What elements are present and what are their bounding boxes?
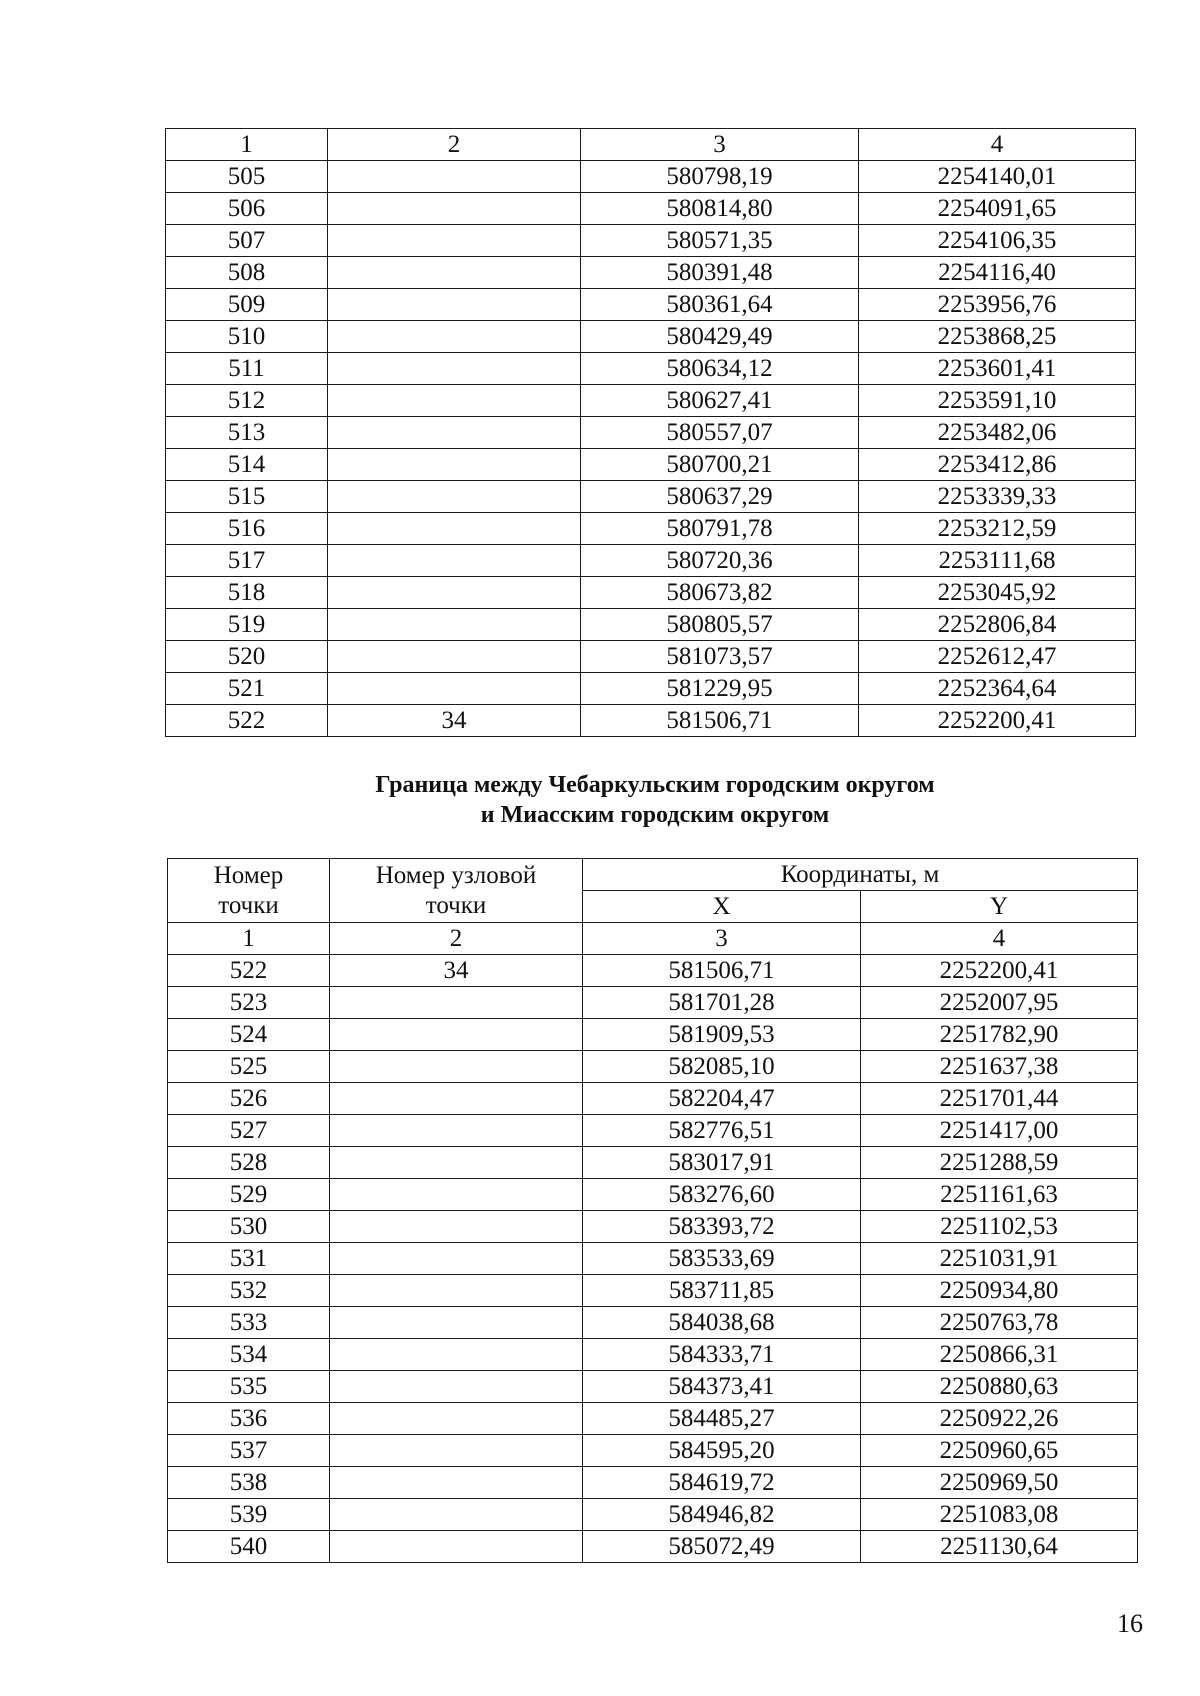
y-coordinate-cell: 2253412,86 [859, 449, 1136, 481]
node-number-cell [328, 161, 581, 193]
point-number-cell: 537 [168, 1435, 330, 1467]
x-coordinate-cell: 580391,48 [581, 257, 859, 289]
table-row [168, 1371, 1138, 1403]
node-number-cell [328, 641, 581, 673]
y-coordinate-cell: 2251130,64 [861, 1531, 1138, 1563]
section-heading-line: и Миасским городским округом [480, 802, 830, 828]
table-row [166, 545, 1136, 577]
table-row [168, 1307, 1138, 1339]
table-row [168, 1147, 1138, 1179]
header-cell: 4 [861, 923, 1138, 955]
point-number-cell: 529 [168, 1179, 330, 1211]
node-number-cell [330, 1275, 583, 1307]
table-row [166, 481, 1136, 513]
node-number-cell [330, 1403, 583, 1435]
point-number-cell: 525 [168, 1051, 330, 1083]
node-number-cell [328, 193, 581, 225]
table-row [168, 1403, 1138, 1435]
node-number-cell [328, 417, 581, 449]
x-coordinate-cell: 584619,72 [583, 1467, 861, 1499]
table-row [166, 257, 1136, 289]
y-coordinate-cell: 2252806,84 [859, 609, 1136, 641]
point-number-cell: 508 [166, 257, 328, 289]
y-coordinate-cell: 2250763,78 [861, 1307, 1138, 1339]
node-number-cell [330, 1147, 583, 1179]
table-row [166, 673, 1136, 705]
x-coordinate-cell: 580627,41 [581, 385, 859, 417]
point-number-header: Номер точки [168, 859, 330, 923]
y-coordinate-cell: 2252200,41 [859, 705, 1136, 737]
table-row [168, 1467, 1138, 1499]
x-coordinate-cell: 583017,91 [583, 1147, 861, 1179]
x-coordinate-cell: 584595,20 [583, 1435, 861, 1467]
point-number-cell: 522 [168, 955, 330, 987]
y-coordinate-cell: 2254091,65 [859, 193, 1136, 225]
table-row [168, 1435, 1138, 1467]
y-coordinate-cell: 2251701,44 [861, 1083, 1138, 1115]
y-coordinate-cell: 2251102,53 [861, 1211, 1138, 1243]
point-number-cell: 536 [168, 1403, 330, 1435]
table-row [168, 1115, 1138, 1147]
node-number-cell [330, 1371, 583, 1403]
table-row [168, 1243, 1138, 1275]
y-coordinate-cell: 2252007,95 [861, 987, 1138, 1019]
point-number-cell: 512 [166, 385, 328, 417]
point-number-cell: 511 [166, 353, 328, 385]
header-cell: 4 [859, 129, 1136, 161]
table-row [166, 225, 1136, 257]
table-row [168, 1051, 1138, 1083]
header-cell: 3 [583, 923, 861, 955]
y-coordinate-cell: 2253111,68 [859, 545, 1136, 577]
x-coordinate-cell: 580571,35 [581, 225, 859, 257]
point-number-cell: 520 [166, 641, 328, 673]
y-coordinate-cell: 2253339,33 [859, 481, 1136, 513]
node-number-cell [328, 321, 581, 353]
table-numbering-row [166, 129, 1136, 161]
point-number-cell: 530 [168, 1211, 330, 1243]
point-number-cell: 535 [168, 1371, 330, 1403]
y-coordinate-cell: 2250960,65 [861, 1435, 1138, 1467]
x-coordinate-cell: 585072,49 [583, 1531, 861, 1563]
point-number-cell: 505 [166, 161, 328, 193]
y-coordinate-cell: 2250934,80 [861, 1275, 1138, 1307]
table-row [168, 1531, 1138, 1563]
point-number-cell: 522 [166, 705, 328, 737]
table-row [166, 417, 1136, 449]
x-coordinate-cell: 583533,69 [583, 1243, 861, 1275]
x-coordinate-cell: 581229,95 [581, 673, 859, 705]
x-coordinate-cell: 582776,51 [583, 1115, 861, 1147]
point-number-cell: 533 [168, 1307, 330, 1339]
point-number-cell: 523 [168, 987, 330, 1019]
node-number-cell [330, 1339, 583, 1371]
header-cell: 1 [166, 129, 328, 161]
x-coordinate-cell: 584333,71 [583, 1339, 861, 1371]
x-coordinate-cell: 580798,19 [581, 161, 859, 193]
node-number-cell [330, 1211, 583, 1243]
x-coordinate-cell: 580720,36 [581, 545, 859, 577]
x-coordinate-cell: 580673,82 [581, 577, 859, 609]
node-number-cell [328, 257, 581, 289]
node-number-cell [330, 1083, 583, 1115]
point-number-cell: 510 [166, 321, 328, 353]
node-number-cell [328, 609, 581, 641]
table-row [166, 289, 1136, 321]
table-row [168, 1179, 1138, 1211]
point-number-cell: 528 [168, 1147, 330, 1179]
x-coordinate-cell: 583393,72 [583, 1211, 861, 1243]
header-cell: 2 [328, 129, 581, 161]
point-number-cell: 540 [168, 1531, 330, 1563]
y-coordinate-cell: 2253868,25 [859, 321, 1136, 353]
table-row [166, 161, 1136, 193]
x-coordinate-cell: 580814,80 [581, 193, 859, 225]
table-row [166, 513, 1136, 545]
section-heading [160, 770, 1150, 830]
x-coordinate-cell: 580791,78 [581, 513, 859, 545]
point-number-cell: 519 [166, 609, 328, 641]
y-coordinate-cell: 2250969,50 [861, 1467, 1138, 1499]
y-coordinate-cell: 2252200,41 [861, 955, 1138, 987]
table-row [168, 1275, 1138, 1307]
node-number-cell [330, 1019, 583, 1051]
node-number-cell [328, 385, 581, 417]
coordinates-table [167, 858, 1138, 1563]
point-number-cell: 515 [166, 481, 328, 513]
point-number-cell: 524 [168, 1019, 330, 1051]
point-number-cell: 517 [166, 545, 328, 577]
x-coordinate-cell: 584038,68 [583, 1307, 861, 1339]
table-row [168, 955, 1138, 987]
section-heading-line: Граница между Чебаркульским городским округом [375, 772, 935, 798]
table-row [166, 193, 1136, 225]
y-coordinate-cell: 2251031,91 [861, 1243, 1138, 1275]
node-number-cell [330, 1051, 583, 1083]
x-coordinate-cell: 581506,71 [581, 705, 859, 737]
y-coordinate-cell: 2251417,00 [861, 1115, 1138, 1147]
point-number-cell: 534 [168, 1339, 330, 1371]
y-coordinate-cell: 2251782,90 [861, 1019, 1138, 1051]
x-coordinate-cell: 583711,85 [583, 1275, 861, 1307]
y-coordinate-cell: 2252612,47 [859, 641, 1136, 673]
point-number-cell: 514 [166, 449, 328, 481]
y-coordinate-cell: 2254116,40 [859, 257, 1136, 289]
y-coordinate-cell: 2253591,10 [859, 385, 1136, 417]
point-number-cell: 516 [166, 513, 328, 545]
y-coordinate-cell: 2252364,64 [859, 673, 1136, 705]
point-number-cell: 539 [168, 1499, 330, 1531]
x-header: X [583, 891, 861, 923]
x-coordinate-cell: 581506,71 [583, 955, 861, 987]
x-coordinate-cell: 580805,57 [581, 609, 859, 641]
table-row [168, 987, 1138, 1019]
x-coordinate-cell: 584485,27 [583, 1403, 861, 1435]
point-number-cell: 518 [166, 577, 328, 609]
node-number-cell [330, 1435, 583, 1467]
x-coordinate-cell: 581701,28 [583, 987, 861, 1019]
coordinates-table-continued [165, 128, 1136, 737]
point-number-cell: 538 [168, 1467, 330, 1499]
node-number-cell [330, 1307, 583, 1339]
x-coordinate-cell: 581909,53 [583, 1019, 861, 1051]
coordinates-header: Координаты, м [583, 859, 1138, 891]
table-header-row [168, 859, 1138, 891]
node-number-cell: 34 [328, 705, 581, 737]
x-coordinate-cell: 580700,21 [581, 449, 859, 481]
x-coordinate-cell: 580429,49 [581, 321, 859, 353]
table-row [168, 1211, 1138, 1243]
table-row [166, 353, 1136, 385]
y-coordinate-cell: 2253045,92 [859, 577, 1136, 609]
table-row [166, 705, 1136, 737]
x-coordinate-cell: 581073,57 [581, 641, 859, 673]
page-number: 16 [1117, 1609, 1143, 1638]
table-row [168, 1339, 1138, 1371]
node-number-cell [330, 1531, 583, 1563]
node-number-cell [330, 1179, 583, 1211]
x-coordinate-cell: 582204,47 [583, 1083, 861, 1115]
point-number-cell: 532 [168, 1275, 330, 1307]
node-number-cell [328, 289, 581, 321]
table-numbering-row [168, 923, 1138, 955]
x-coordinate-cell: 580361,64 [581, 289, 859, 321]
node-number-cell [328, 449, 581, 481]
table-row [166, 449, 1136, 481]
y-coordinate-cell: 2250880,63 [861, 1371, 1138, 1403]
y-coordinate-cell: 2250866,31 [861, 1339, 1138, 1371]
y-coordinate-cell: 2254106,35 [859, 225, 1136, 257]
x-coordinate-cell: 583276,60 [583, 1179, 861, 1211]
table-row [168, 1499, 1138, 1531]
node-number-cell: 34 [330, 955, 583, 987]
x-coordinate-cell: 580557,07 [581, 417, 859, 449]
y-coordinate-cell: 2253601,41 [859, 353, 1136, 385]
node-number-cell [328, 353, 581, 385]
node-number-cell [328, 673, 581, 705]
header-cell: 3 [581, 129, 859, 161]
table-row [168, 1083, 1138, 1115]
y-coordinate-cell: 2253956,76 [859, 289, 1136, 321]
point-number-cell: 527 [168, 1115, 330, 1147]
y-coordinate-cell: 2250922,26 [861, 1403, 1138, 1435]
point-number-cell: 526 [168, 1083, 330, 1115]
point-number-cell: 531 [168, 1243, 330, 1275]
point-number-cell: 507 [166, 225, 328, 257]
x-coordinate-cell: 580637,29 [581, 481, 859, 513]
table-row [166, 577, 1136, 609]
header-cell: 1 [168, 923, 330, 955]
header-cell: 2 [330, 923, 583, 955]
table-row [166, 641, 1136, 673]
point-number-cell: 521 [166, 673, 328, 705]
table-row [166, 609, 1136, 641]
point-number-cell: 509 [166, 289, 328, 321]
node-number-cell [328, 577, 581, 609]
table-row [166, 321, 1136, 353]
point-number-cell: 506 [166, 193, 328, 225]
x-coordinate-cell: 582085,10 [583, 1051, 861, 1083]
table-row [168, 1019, 1138, 1051]
node-number-header: Номер узловой точки [330, 859, 583, 923]
table-row [166, 385, 1136, 417]
node-number-cell [330, 987, 583, 1019]
y-coordinate-cell: 2251288,59 [861, 1147, 1138, 1179]
y-coordinate-cell: 2251637,38 [861, 1051, 1138, 1083]
node-number-cell [330, 1115, 583, 1147]
node-number-cell [330, 1243, 583, 1275]
y-coordinate-cell: 2254140,01 [859, 161, 1136, 193]
y-coordinate-cell: 2251161,63 [861, 1179, 1138, 1211]
node-number-cell [330, 1499, 583, 1531]
node-number-cell [330, 1467, 583, 1499]
point-number-cell: 513 [166, 417, 328, 449]
node-number-cell [328, 225, 581, 257]
x-coordinate-cell: 580634,12 [581, 353, 859, 385]
y-coordinate-cell: 2251083,08 [861, 1499, 1138, 1531]
node-number-cell [328, 513, 581, 545]
x-coordinate-cell: 584373,41 [583, 1371, 861, 1403]
x-coordinate-cell: 584946,82 [583, 1499, 861, 1531]
node-number-cell [328, 481, 581, 513]
y-coordinate-cell: 2253212,59 [859, 513, 1136, 545]
node-number-cell [328, 545, 581, 577]
y-coordinate-cell: 2253482,06 [859, 417, 1136, 449]
y-header: Y [861, 891, 1138, 923]
